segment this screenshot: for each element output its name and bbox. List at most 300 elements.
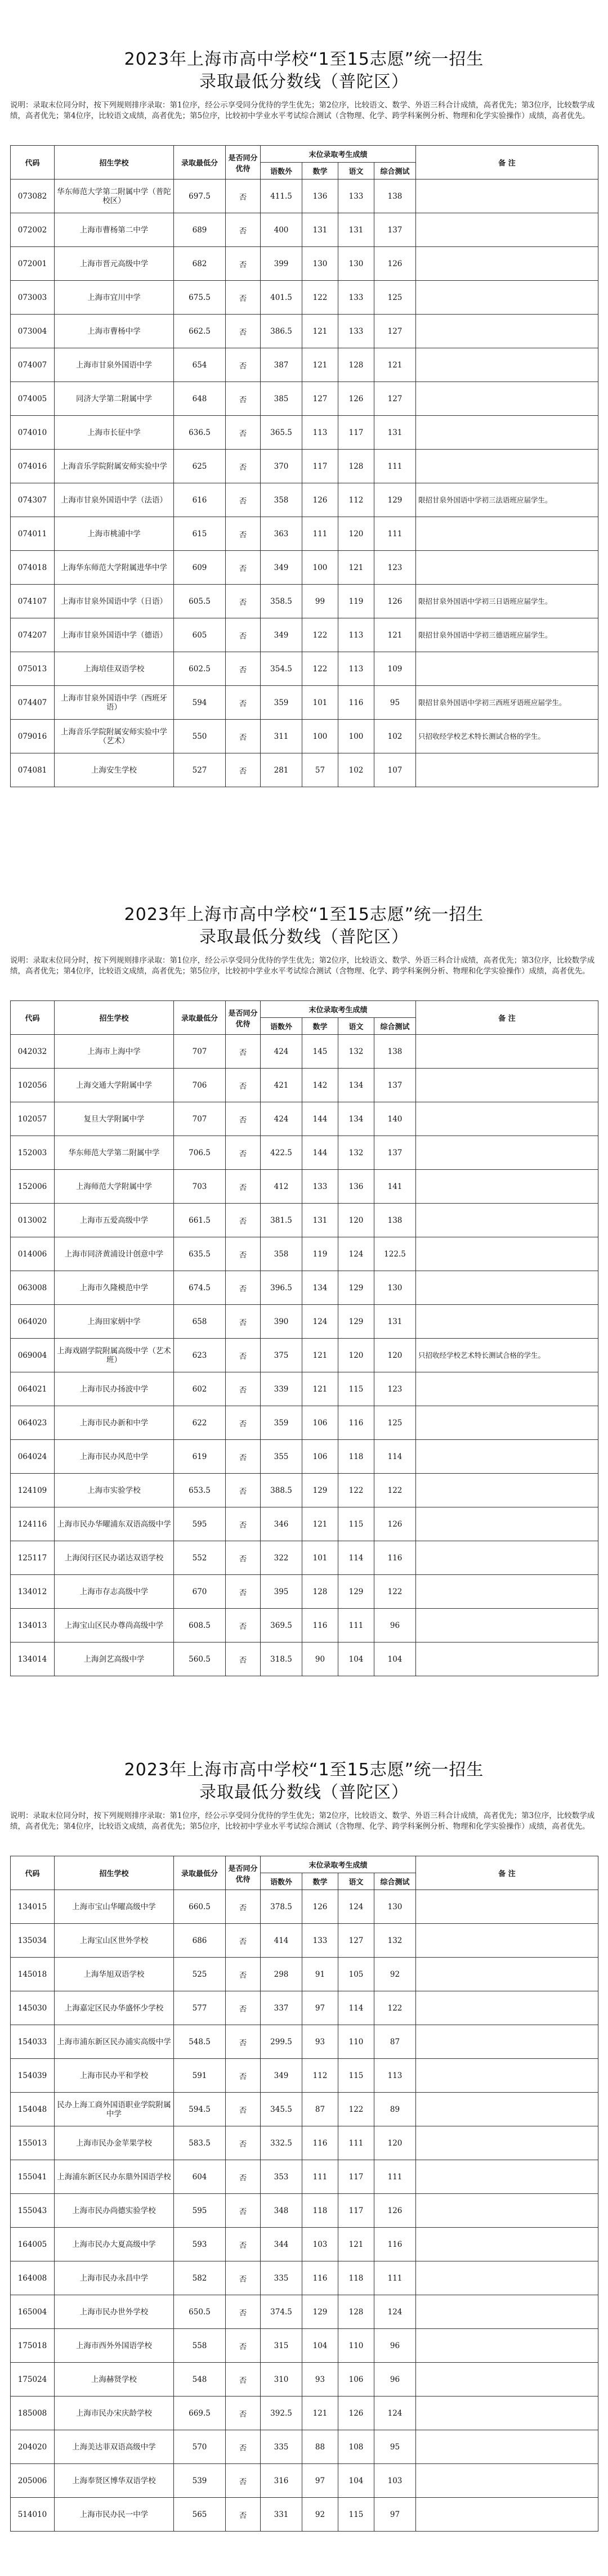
- math-cell: 121: [302, 1339, 338, 1372]
- min-score-cell: 619: [174, 1440, 226, 1474]
- same-score-cell: 否: [226, 652, 261, 686]
- total3-cell: 359: [261, 1406, 302, 1440]
- school-cell: 上海市曹杨第二中学: [55, 213, 174, 247]
- school-cell: 上海市宝山华曜高级中学: [55, 1890, 174, 1924]
- chinese-cell: 116: [338, 686, 374, 720]
- same-score-cell: 否: [226, 1102, 261, 1136]
- code-cell: 074016: [11, 450, 55, 483]
- chinese-cell: 133: [338, 179, 374, 213]
- comprehensive-cell: 114: [374, 1440, 416, 1474]
- chinese-cell: 104: [338, 2464, 374, 2498]
- score-table: [10, 1000, 598, 1676]
- remark-cell: [416, 551, 598, 585]
- table-row: [11, 585, 598, 618]
- min-score-cell: 686: [174, 1924, 226, 1958]
- same-score-cell: 否: [226, 720, 261, 753]
- table-row: [11, 2397, 598, 2430]
- header-same-score: [226, 1001, 261, 1035]
- total3-cell: 381.5: [261, 1204, 302, 1237]
- table-row: [11, 1204, 598, 1237]
- comprehensive-cell: 123: [374, 1372, 416, 1406]
- comprehensive-cell: 122: [374, 1575, 416, 1609]
- remark-cell: [416, 2126, 598, 2160]
- school-cell: 上海市甘泉外国语中学（日语）: [55, 585, 174, 618]
- math-cell: 145: [302, 1035, 338, 1069]
- total3-cell: 316: [261, 2464, 302, 2498]
- table-row: [11, 652, 598, 686]
- chinese-cell: 132: [338, 1136, 374, 1170]
- table-row: [11, 1136, 598, 1170]
- min-score-cell: 591: [174, 2059, 226, 2093]
- table-row: [11, 2059, 598, 2093]
- header-code: 代码: [11, 146, 55, 179]
- same-score-cell: 否: [226, 1271, 261, 1305]
- math-cell: 90: [302, 1642, 338, 1676]
- comprehensive-cell: 126: [374, 247, 416, 281]
- same-score-cell: 否: [226, 483, 261, 517]
- min-score-cell: 706.5: [174, 1136, 226, 1170]
- school-cell: 上海市民办大夏高级中学: [55, 2228, 174, 2261]
- same-score-cell: 否: [226, 1474, 261, 1507]
- math-cell: 117: [302, 450, 338, 483]
- min-score-cell: 675.5: [174, 281, 226, 315]
- rule-note: 说明：录取末位同分时，按下列规则排序录取：第1位序，经公示享受同分优待的学生优先；第2位序，比较语文、数学、外语三科合计成绩，高者优先；第3位序，比较数学成绩，高者优先；第4位序，比较语文成绩，高者优先；第5位序，比较初中学业水平考试综合测试（含物理、化学、跨学科案例分析、物理和化学实验操作）成绩，高者优先。: [10, 101, 595, 120]
- table-row: [11, 483, 598, 517]
- total3-cell: 353: [261, 2160, 302, 2194]
- code-cell: 074107: [11, 585, 55, 618]
- min-score-cell: 658: [174, 1305, 226, 1339]
- min-score-cell: 525: [174, 1958, 226, 1991]
- comprehensive-cell: 131: [374, 1305, 416, 1339]
- remark-cell: [416, 1170, 598, 1204]
- code-cell: 074005: [11, 382, 55, 416]
- header-last-group: 末位录取考生成绩: [261, 146, 416, 163]
- total3-cell: 354.5: [261, 652, 302, 686]
- header-school: 招生学校: [55, 1856, 174, 1890]
- min-score-cell: 623: [174, 1339, 226, 1372]
- same-score-cell: 否: [226, 585, 261, 618]
- chinese-cell: 133: [338, 315, 374, 348]
- total3-cell: 395: [261, 1575, 302, 1609]
- code-cell: 064021: [11, 1372, 55, 1406]
- comprehensive-cell: 124: [374, 2397, 416, 2430]
- chinese-cell: 129: [338, 1305, 374, 1339]
- math-cell: 142: [302, 1069, 338, 1102]
- min-score-cell: 661.5: [174, 1204, 226, 1237]
- table-row: [11, 1991, 598, 2025]
- chinese-cell: 130: [338, 247, 374, 281]
- min-score-cell: 689: [174, 213, 226, 247]
- total3-cell: 281: [261, 753, 302, 787]
- table-row: [11, 1924, 598, 1958]
- chinese-cell: 129: [338, 1575, 374, 1609]
- code-cell: 064020: [11, 1305, 55, 1339]
- total3-cell: 414: [261, 1924, 302, 1958]
- same-score-cell: 否: [226, 1924, 261, 1958]
- same-score-cell: 否: [226, 618, 261, 652]
- chinese-cell: 124: [338, 1237, 374, 1271]
- code-cell: 134012: [11, 1575, 55, 1609]
- school-cell: 上海市民办尚德实验学校: [55, 2194, 174, 2228]
- min-score-cell: 558: [174, 2329, 226, 2363]
- math-cell: 121: [302, 2397, 338, 2430]
- header-comprehensive: 综合测试: [374, 1873, 416, 1890]
- code-cell: 074307: [11, 483, 55, 517]
- total3-cell: 396.5: [261, 1271, 302, 1305]
- min-score-cell: 605: [174, 618, 226, 652]
- total3-cell: 412: [261, 1170, 302, 1204]
- same-score-cell: 否: [226, 2194, 261, 2228]
- remark-cell: [416, 2160, 598, 2194]
- code-cell: 074018: [11, 551, 55, 585]
- total3-cell: 310: [261, 2363, 302, 2397]
- comprehensive-cell: 125: [374, 281, 416, 315]
- comprehensive-cell: 123: [374, 551, 416, 585]
- min-score-cell: 660.5: [174, 1890, 226, 1924]
- math-cell: 112: [302, 2059, 338, 2093]
- table-row: [11, 2194, 598, 2228]
- chinese-cell: 128: [338, 2295, 374, 2329]
- remark-cell: [416, 179, 598, 213]
- min-score-cell: 594: [174, 686, 226, 720]
- chinese-cell: 111: [338, 2126, 374, 2160]
- same-score-cell: 否: [226, 1170, 261, 1204]
- table-row: [11, 1575, 598, 1609]
- same-score-cell: 否: [226, 1541, 261, 1575]
- min-score-cell: 539: [174, 2464, 226, 2498]
- table-row: [11, 1474, 598, 1507]
- chinese-cell: 128: [338, 348, 374, 382]
- same-score-cell: 否: [226, 2126, 261, 2160]
- table-row: [11, 1507, 598, 1541]
- min-score-cell: 654: [174, 348, 226, 382]
- chinese-cell: 116: [338, 1406, 374, 1440]
- comprehensive-cell: 127: [374, 382, 416, 416]
- code-cell: 124109: [11, 1474, 55, 1507]
- code-cell: 072001: [11, 247, 55, 281]
- page-section-3: [0, 1711, 608, 2576]
- code-cell: 079016: [11, 720, 55, 753]
- min-score-cell: 548: [174, 2363, 226, 2397]
- school-cell: 上海市民办风范中学: [55, 1440, 174, 1474]
- header-chinese: 语文: [338, 1018, 374, 1035]
- min-score-cell: 616: [174, 483, 226, 517]
- header-math: 数学: [302, 163, 338, 179]
- comprehensive-cell: 97: [374, 2498, 416, 2532]
- math-cell: 100: [302, 720, 338, 753]
- math-cell: 113: [302, 416, 338, 450]
- table-row: [11, 2295, 598, 2329]
- remark-cell: [416, 1372, 598, 1406]
- remark-cell: [416, 2430, 598, 2464]
- school-cell: 上海市甘泉外国语中学（法语）: [55, 483, 174, 517]
- header-last-group: 末位录取考生成绩: [261, 1856, 416, 1873]
- min-score-cell: 636.5: [174, 416, 226, 450]
- code-cell: 175018: [11, 2329, 55, 2363]
- comprehensive-cell: 120: [374, 2126, 416, 2160]
- header-school: 招生学校: [55, 1001, 174, 1035]
- total3-cell: 344: [261, 2228, 302, 2261]
- header-same-score-line2: 优待: [235, 164, 251, 173]
- score-table: [10, 145, 598, 787]
- chinese-cell: 106: [338, 2363, 374, 2397]
- page-section-1: [0, 0, 608, 855]
- remark-cell: [416, 2228, 598, 2261]
- total3-cell: 335: [261, 2261, 302, 2295]
- same-score-cell: 否: [226, 753, 261, 787]
- comprehensive-cell: 126: [374, 1507, 416, 1541]
- same-score-cell: 否: [226, 2261, 261, 2295]
- comprehensive-cell: 95: [374, 686, 416, 720]
- remark-cell: [416, 2295, 598, 2329]
- same-score-cell: 否: [226, 213, 261, 247]
- comprehensive-cell: 89: [374, 2093, 416, 2126]
- total3-cell: 400: [261, 213, 302, 247]
- school-cell: 上海剑艺高级中学: [55, 1642, 174, 1676]
- school-cell: 上海音乐学院附属安师实验中学: [55, 450, 174, 483]
- school-cell: 上海市民办扬波中学: [55, 1372, 174, 1406]
- min-score-cell: 550: [174, 720, 226, 753]
- code-cell: 134014: [11, 1642, 55, 1676]
- comprehensive-cell: 141: [374, 1170, 416, 1204]
- school-cell: 上海师范大学附属中学: [55, 1170, 174, 1204]
- school-cell: 上海市甘泉外国语中学: [55, 348, 174, 382]
- same-score-cell: 否: [226, 1575, 261, 1609]
- same-score-cell: 否: [226, 551, 261, 585]
- school-cell: 复旦大学附属中学: [55, 1102, 174, 1136]
- total3-cell: 411.5: [261, 179, 302, 213]
- table-row: [11, 450, 598, 483]
- school-cell: 上海市民办世外学校: [55, 2295, 174, 2329]
- remark-cell: 限招甘泉外国语中学初三日语班应届学生。: [416, 585, 598, 618]
- total3-cell: 385: [261, 382, 302, 416]
- min-score-cell: 605.5: [174, 585, 226, 618]
- chinese-cell: 115: [338, 1372, 374, 1406]
- total3-cell: 375: [261, 1339, 302, 1372]
- header-same-score: [226, 146, 261, 179]
- table-row: [11, 1958, 598, 1991]
- remark-cell: [416, 2059, 598, 2093]
- same-score-cell: 否: [226, 2093, 261, 2126]
- code-cell: 514010: [11, 2498, 55, 2532]
- math-cell: 104: [302, 2329, 338, 2363]
- table-row: [11, 1069, 598, 1102]
- comprehensive-cell: 102: [374, 720, 416, 753]
- math-cell: 126: [302, 483, 338, 517]
- math-cell: 126: [302, 1890, 338, 1924]
- total3-cell: 331: [261, 2498, 302, 2532]
- same-score-cell: 否: [226, 1069, 261, 1102]
- math-cell: 127: [302, 382, 338, 416]
- same-score-cell: 否: [226, 2160, 261, 2194]
- code-cell: 154033: [11, 2025, 55, 2059]
- table-row: [11, 686, 598, 720]
- min-score-cell: 622: [174, 1406, 226, 1440]
- chinese-cell: 127: [338, 1924, 374, 1958]
- chinese-cell: 111: [338, 1609, 374, 1642]
- math-cell: 118: [302, 2194, 338, 2228]
- code-cell: 102057: [11, 1102, 55, 1136]
- min-score-cell: 577: [174, 1991, 226, 2025]
- same-score-cell: 否: [226, 2228, 261, 2261]
- school-cell: 上海宝山区世外学校: [55, 1924, 174, 1958]
- math-cell: 124: [302, 1305, 338, 1339]
- min-score-cell: 697.5: [174, 179, 226, 213]
- total3-cell: 387: [261, 348, 302, 382]
- math-cell: 57: [302, 753, 338, 787]
- min-score-cell: 595: [174, 2194, 226, 2228]
- remark-cell: 限招甘泉外国语中学初三西班牙语班应届学生。: [416, 686, 598, 720]
- table-row: [11, 179, 598, 213]
- min-score-cell: 707: [174, 1102, 226, 1136]
- math-cell: 122: [302, 281, 338, 315]
- header-comprehensive: 综合测试: [374, 1018, 416, 1035]
- code-cell: 072002: [11, 213, 55, 247]
- code-cell: 064024: [11, 1440, 55, 1474]
- total3-cell: 345.5: [261, 2093, 302, 2126]
- school-cell: 上海嘉定区民办华盛怀少学校: [55, 1991, 174, 2025]
- remark-cell: [416, 1507, 598, 1541]
- school-cell: 上海市存志高级中学: [55, 1575, 174, 1609]
- math-cell: 101: [302, 1541, 338, 1575]
- math-cell: 122: [302, 618, 338, 652]
- code-cell: 185008: [11, 2397, 55, 2430]
- code-cell: 165004: [11, 2295, 55, 2329]
- min-score-cell: 703: [174, 1170, 226, 1204]
- header-last-group: 末位录取考生成绩: [261, 1001, 416, 1018]
- total3-cell: 424: [261, 1102, 302, 1136]
- comprehensive-cell: 116: [374, 2228, 416, 2261]
- header-row: [11, 146, 598, 163]
- chinese-cell: 131: [338, 213, 374, 247]
- total3-cell: 358: [261, 483, 302, 517]
- remark-cell: [416, 1991, 598, 2025]
- table-row: [11, 517, 598, 551]
- code-cell: 069004: [11, 1339, 55, 1372]
- comprehensive-cell: 96: [374, 2329, 416, 2363]
- school-cell: 上海市桃浦中学: [55, 517, 174, 551]
- math-cell: 100: [302, 551, 338, 585]
- comprehensive-cell: 129: [374, 483, 416, 517]
- table-row: [11, 1035, 598, 1069]
- remark-cell: [416, 1609, 598, 1642]
- same-score-cell: 否: [226, 1305, 261, 1339]
- min-score-cell: 707: [174, 1035, 226, 1069]
- math-cell: 116: [302, 2261, 338, 2295]
- min-score-cell: 552: [174, 1541, 226, 1575]
- table-row: [11, 2363, 598, 2397]
- header-comprehensive: 综合测试: [374, 163, 416, 179]
- math-cell: 136: [302, 179, 338, 213]
- same-score-cell: 否: [226, 1890, 261, 1924]
- score-table: [10, 1856, 598, 2532]
- table-row: [11, 2126, 598, 2160]
- header-min-score: 录取最低分: [174, 1856, 226, 1890]
- total3-cell: 369.5: [261, 1609, 302, 1642]
- school-cell: 上海市民办平和学校: [55, 2059, 174, 2093]
- math-cell: 122: [302, 652, 338, 686]
- total3-cell: 299.5: [261, 2025, 302, 2059]
- school-cell: 上海田家炳中学: [55, 1305, 174, 1339]
- code-cell: 074081: [11, 753, 55, 787]
- comprehensive-cell: 125: [374, 1406, 416, 1440]
- comprehensive-cell: 104: [374, 1642, 416, 1676]
- same-score-cell: 否: [226, 2329, 261, 2363]
- math-cell: 97: [302, 1991, 338, 2025]
- chinese-cell: 134: [338, 1069, 374, 1102]
- math-cell: 87: [302, 2093, 338, 2126]
- same-score-cell: 否: [226, 1237, 261, 1271]
- same-score-cell: 否: [226, 179, 261, 213]
- same-score-cell: 否: [226, 1339, 261, 1372]
- total3-cell: 370: [261, 450, 302, 483]
- chinese-cell: 102: [338, 753, 374, 787]
- comprehensive-cell: 124: [374, 2295, 416, 2329]
- min-score-cell: 602.5: [174, 652, 226, 686]
- same-score-cell: 否: [226, 247, 261, 281]
- min-score-cell: 583.5: [174, 2126, 226, 2160]
- code-cell: 073003: [11, 281, 55, 315]
- same-score-cell: 否: [226, 416, 261, 450]
- remark-cell: [416, 1305, 598, 1339]
- school-cell: 上海培佳双语学校: [55, 652, 174, 686]
- comprehensive-cell: 111: [374, 517, 416, 551]
- remark-cell: [416, 1440, 598, 1474]
- min-score-cell: 602: [174, 1372, 226, 1406]
- chinese-cell: 133: [338, 281, 374, 315]
- table-row: [11, 2329, 598, 2363]
- code-cell: 073004: [11, 315, 55, 348]
- table-row: [11, 1170, 598, 1204]
- same-score-cell: 否: [226, 1609, 261, 1642]
- min-score-cell: 548.5: [174, 2025, 226, 2059]
- remark-cell: 只招收经学校艺术特长测试合格的学生。: [416, 720, 598, 753]
- remark-cell: [416, 315, 598, 348]
- total3-cell: 386.5: [261, 315, 302, 348]
- total3-cell: 349: [261, 551, 302, 585]
- code-cell: 135034: [11, 1924, 55, 1958]
- remark-cell: [416, 1958, 598, 1991]
- chinese-cell: 126: [338, 2397, 374, 2430]
- school-cell: 上海市西外外国语学校: [55, 2329, 174, 2363]
- remark-cell: [416, 1642, 598, 1676]
- school-cell: 华东师范大学第二附属中学（普陀校区）: [55, 179, 174, 213]
- table-row: [11, 1237, 598, 1271]
- chinese-cell: 118: [338, 1440, 374, 1474]
- code-cell: 063008: [11, 1271, 55, 1305]
- code-cell: 205006: [11, 2464, 55, 2498]
- same-score-cell: 否: [226, 2363, 261, 2397]
- page-title: [0, 904, 608, 949]
- min-score-cell: 670: [174, 1575, 226, 1609]
- remark-cell: [416, 416, 598, 450]
- school-cell: 华东师范大学第二附属中学: [55, 1136, 174, 1170]
- school-cell: 上海市晋元高级中学: [55, 247, 174, 281]
- min-score-cell: 560.5: [174, 1642, 226, 1676]
- school-cell: 上海音乐学院附属安师实验中学（艺术）: [55, 720, 174, 753]
- chinese-cell: 112: [338, 483, 374, 517]
- header-math: 数学: [302, 1018, 338, 1035]
- same-score-cell: 否: [226, 450, 261, 483]
- code-cell: 155041: [11, 2160, 55, 2194]
- chinese-cell: 121: [338, 2228, 374, 2261]
- total3-cell: 335: [261, 2430, 302, 2464]
- remark-cell: [416, 517, 598, 551]
- code-cell: 075013: [11, 652, 55, 686]
- code-cell: 074007: [11, 348, 55, 382]
- total3-cell: 332.5: [261, 2126, 302, 2160]
- math-cell: 101: [302, 686, 338, 720]
